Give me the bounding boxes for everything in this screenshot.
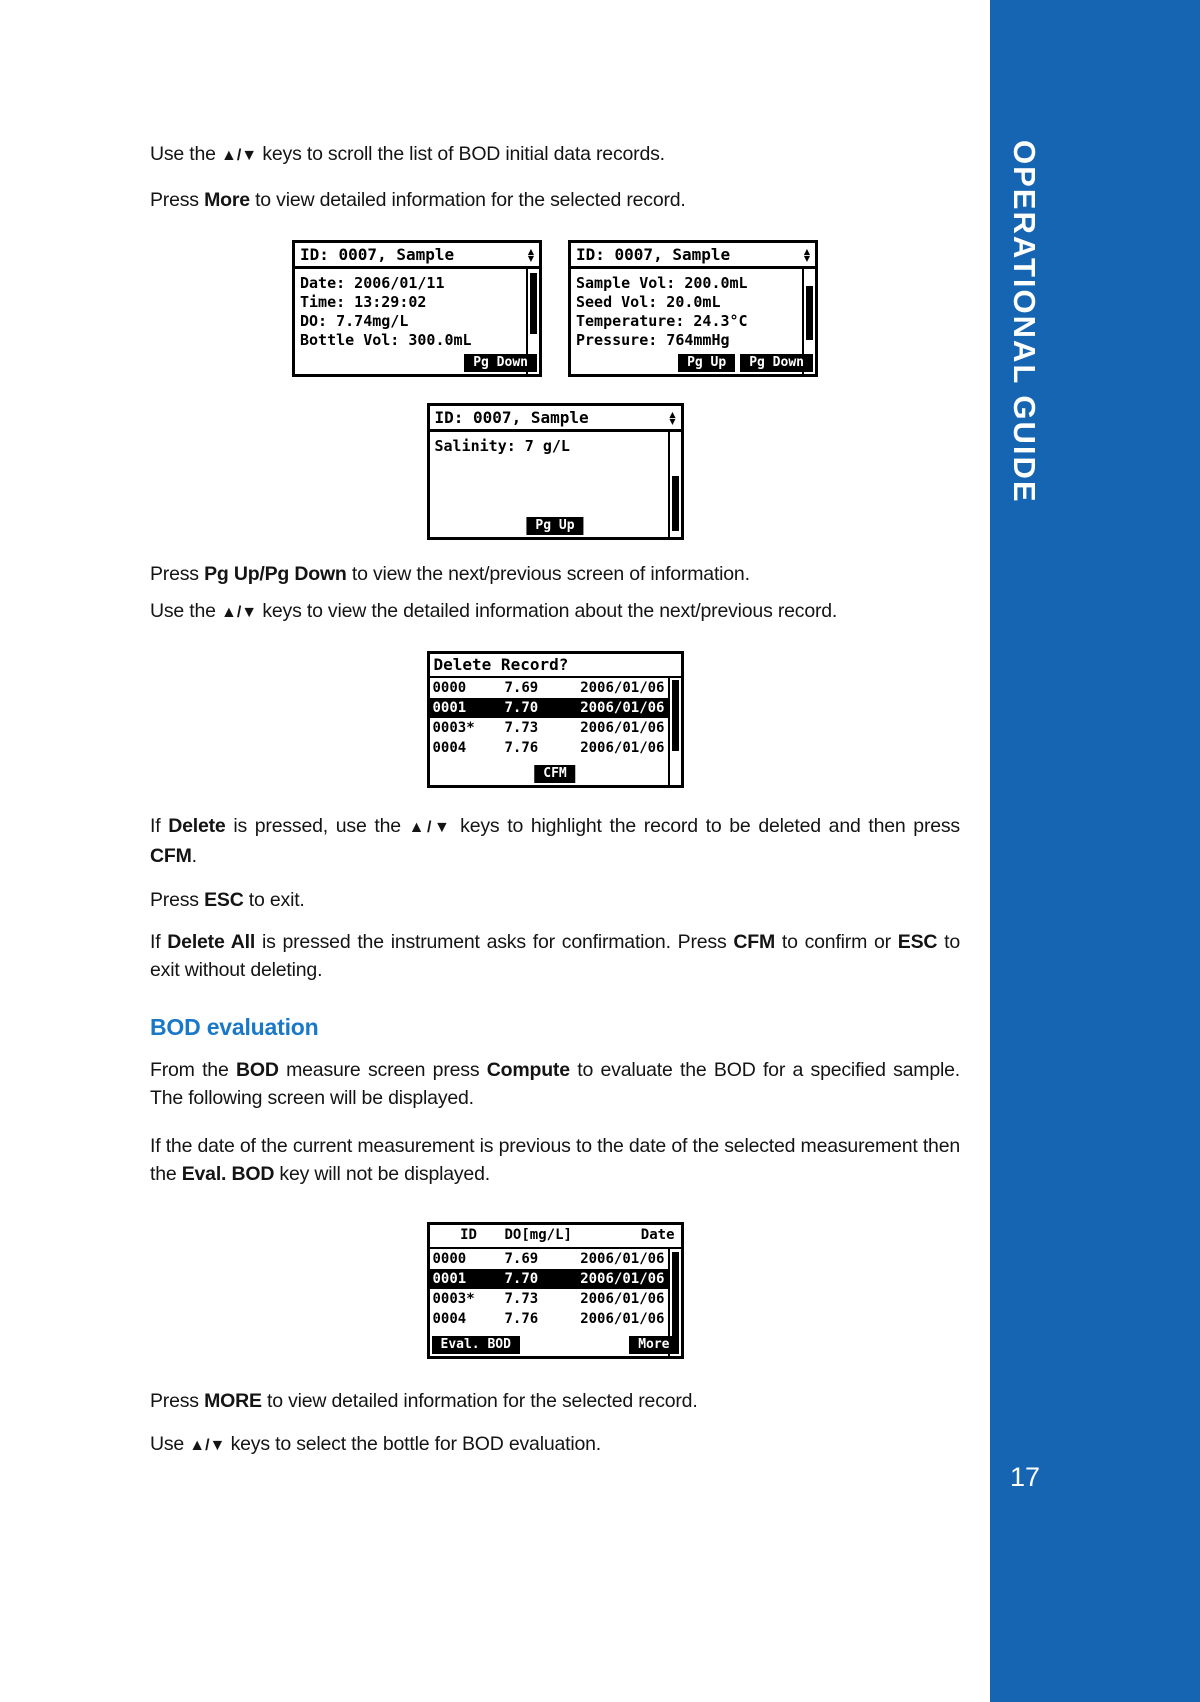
key-label-pgup-pgdown: Pg Up/Pg Down [204,563,347,585]
lcd-title-bar [430,406,681,432]
header-date: Date [640,1227,675,1243]
record-date: 2006/01/06 [580,700,665,716]
record-do: 7.73 [504,1291,539,1307]
text-segment: Press [150,189,205,211]
record-do: 7.76 [504,1311,539,1327]
more-softkey: More [629,1336,678,1354]
text-segment: to confirm or [775,931,898,953]
record-id: 0001 [432,700,467,716]
lcd-line: Salinity: 7 g/L [434,437,570,455]
paragraph-select-bottle [150,1430,960,1460]
record-date: 2006/01/06 [580,1251,665,1267]
paragraph-press-more-detail [150,1387,960,1415]
pg-up-softkey: Pg Up [526,517,583,535]
record-row [430,1289,668,1309]
record-id: 0000 [432,680,467,696]
lcd-scrollbar-thumb [672,476,679,531]
key-label-more: MORE [204,1390,262,1412]
paragraph-pgup-pgdown [150,560,960,588]
header-do: DO[mg/L] [504,1227,572,1243]
paragraph-delete-all [150,928,960,984]
softkey-group [678,354,813,372]
lcd-scrollbar-thumb [672,1252,679,1342]
lcd-scrollbar-thumb [806,286,813,341]
pg-up-softkey: Pg Up [678,354,735,372]
record-do: 7.73 [504,720,539,736]
lcd-line: Sample Vol: 200.0mL [576,274,748,292]
lcd-scrollbar-thumb [530,273,537,334]
record-row-selected [430,698,668,718]
text-segment: keys to scroll the list of BOD initial data records. [257,143,665,165]
lcd-screen-record-detail-3 [427,403,684,540]
lcd-title-text: Delete Record? [430,654,681,678]
record-id: 0003* [432,1291,475,1307]
page-number: 17 [1010,1462,1041,1492]
key-label-eval-bod: Eval. BOD [181,1163,275,1185]
record-do: 7.70 [504,700,539,716]
text-segment: to exit. [243,889,305,911]
paragraph-compute [150,1056,960,1112]
lcd-body [430,432,681,456]
lcd-screens-row [150,240,960,377]
text-segment: If [150,931,168,953]
text-segment: measure screen press [278,1059,487,1081]
lcd-title-bar [295,243,539,269]
paragraph-scroll-keys [150,140,960,170]
eval-bod-softkey: Eval. BOD [432,1336,520,1354]
text-segment: Use the [150,143,222,165]
record-id: 0000 [432,1251,467,1267]
key-label-delete: Delete [168,815,226,837]
lcd-line: Time: 13:29:02 [300,293,427,311]
paragraph-date-condition [150,1132,960,1188]
lcd-screen-record-detail-2 [568,240,818,377]
text-segment: to view detailed information for the selected record. [261,1390,698,1412]
key-label-cfm: CFM [733,931,776,953]
record-row [430,1249,668,1269]
lcd-title-text: ID: 0007, Sample [434,408,589,427]
text-segment: Use [150,1433,190,1455]
paragraph-view-next-record [150,597,960,627]
text-segment: to view the next/previous screen of information. [346,563,750,585]
page-content [150,140,960,1460]
lcd-title-text: ID: 0007, Sample [300,245,455,264]
text-segment: to exit without deleting. [150,931,961,981]
record-do: 7.69 [504,1251,539,1267]
lcd-screen-record-detail-1 [292,240,542,377]
text-segment: keys to highlight the record to be deleted and then press [452,815,960,837]
paragraph-esc-exit [150,886,960,914]
lcd-body [571,269,815,350]
lcd-body [295,269,539,350]
pg-down-softkey: Pg Down [740,354,813,372]
lcd-screen-bod-evaluation [427,1222,684,1359]
key-label-more: More [204,189,250,211]
text-segment: . [191,845,197,867]
record-id: 0003* [432,720,475,736]
paragraph-press-more [150,186,960,214]
lcd-line: Seed Vol: 20.0mL [576,293,721,311]
record-row [430,1309,668,1329]
key-label-cfm: CFM [150,845,192,867]
record-row [430,738,668,758]
record-date: 2006/01/06 [580,1271,665,1287]
record-date: 2006/01/06 [580,1311,665,1327]
text-segment: keys to view the detailed information about the next/previous record. [257,600,838,622]
paragraph-delete-instructions [150,812,960,870]
text-segment: Press [150,563,205,585]
record-row-selected [430,1269,668,1289]
scroll-updown-icon: ▲ ▼ [669,409,676,426]
text-segment: Press [150,889,205,911]
sidebar-section-title: OPERATIONAL GUIDE [1007,140,1042,504]
record-date: 2006/01/06 [580,680,665,696]
scroll-updown-icon: ▲ ▼ [803,246,810,263]
record-date: 2006/01/06 [580,720,665,736]
text-segment: Use the [150,600,222,622]
lcd-line: DO: 7.74mg/L [300,312,409,330]
updown-keys-symbol: ▲/▼ [189,1437,226,1454]
text-segment: is pressed, use the [225,815,409,837]
record-date: 2006/01/06 [580,740,665,756]
record-row [430,718,668,738]
lcd-list-header [430,1225,681,1249]
lcd-record-list [430,678,668,758]
lcd-line: Date: 2006/01/11 [300,274,445,292]
text-segment: is pressed the instrument asks for confirmation. Press [255,931,734,953]
lcd-record-list [430,1249,668,1329]
lcd-screen-delete-record [427,651,684,788]
text-segment: to evaluate the BOD for a specified sample. The following screen will be displayed. [150,1059,960,1109]
pg-down-softkey: Pg Down [464,354,537,372]
key-label-esc: ESC [204,889,244,911]
text-segment: If the date of the current measurement is previous to the date of the selected measurement then the [150,1135,960,1185]
text-segment: From the [150,1059,236,1081]
section-heading-bod-evaluation: BOD evaluation [150,1014,319,1040]
text-segment: keys to select the bottle for BOD evaluation. [225,1433,601,1455]
record-id: 0004 [432,740,467,756]
record-do: 7.70 [504,1271,539,1287]
header-id: ID [460,1227,477,1243]
key-label-delete-all: Delete All [167,931,256,953]
record-date: 2006/01/06 [580,1291,665,1307]
lcd-line: Temperature: 24.3°C [576,312,748,330]
lcd-title-bar [571,243,815,269]
sidebar-band [990,0,1200,1702]
updown-keys-symbol: ▲/▼ [221,147,258,164]
scroll-updown-icon: ▲ ▼ [527,246,534,263]
lcd-title-text: ID: 0007, Sample [576,245,731,264]
record-do: 7.76 [504,740,539,756]
lcd-line: Bottle Vol: 300.0mL [300,331,472,349]
record-id: 0001 [432,1271,467,1287]
lcd-line: Pressure: 764mmHg [576,331,730,349]
updown-keys-symbol: ▲/▼ [408,819,453,836]
cfm-softkey: CFM [534,765,575,783]
text-segment: key will not be displayed. [274,1163,490,1185]
record-do: 7.69 [504,680,539,696]
lcd-scrollbar-track [668,678,681,785]
updown-keys-symbol: ▲/▼ [221,604,258,621]
lcd-scrollbar-track [668,432,681,537]
text-segment: Press [150,1390,205,1412]
key-label-bod: BOD [235,1059,279,1081]
key-label-esc: ESC [897,931,938,953]
key-label-compute: Compute [486,1059,570,1081]
text-segment: If [150,815,169,837]
lcd-scrollbar-thumb [672,680,679,751]
text-segment: to view detailed information for the selected record. [249,189,686,211]
record-id: 0004 [432,1311,467,1327]
record-row [430,678,668,698]
